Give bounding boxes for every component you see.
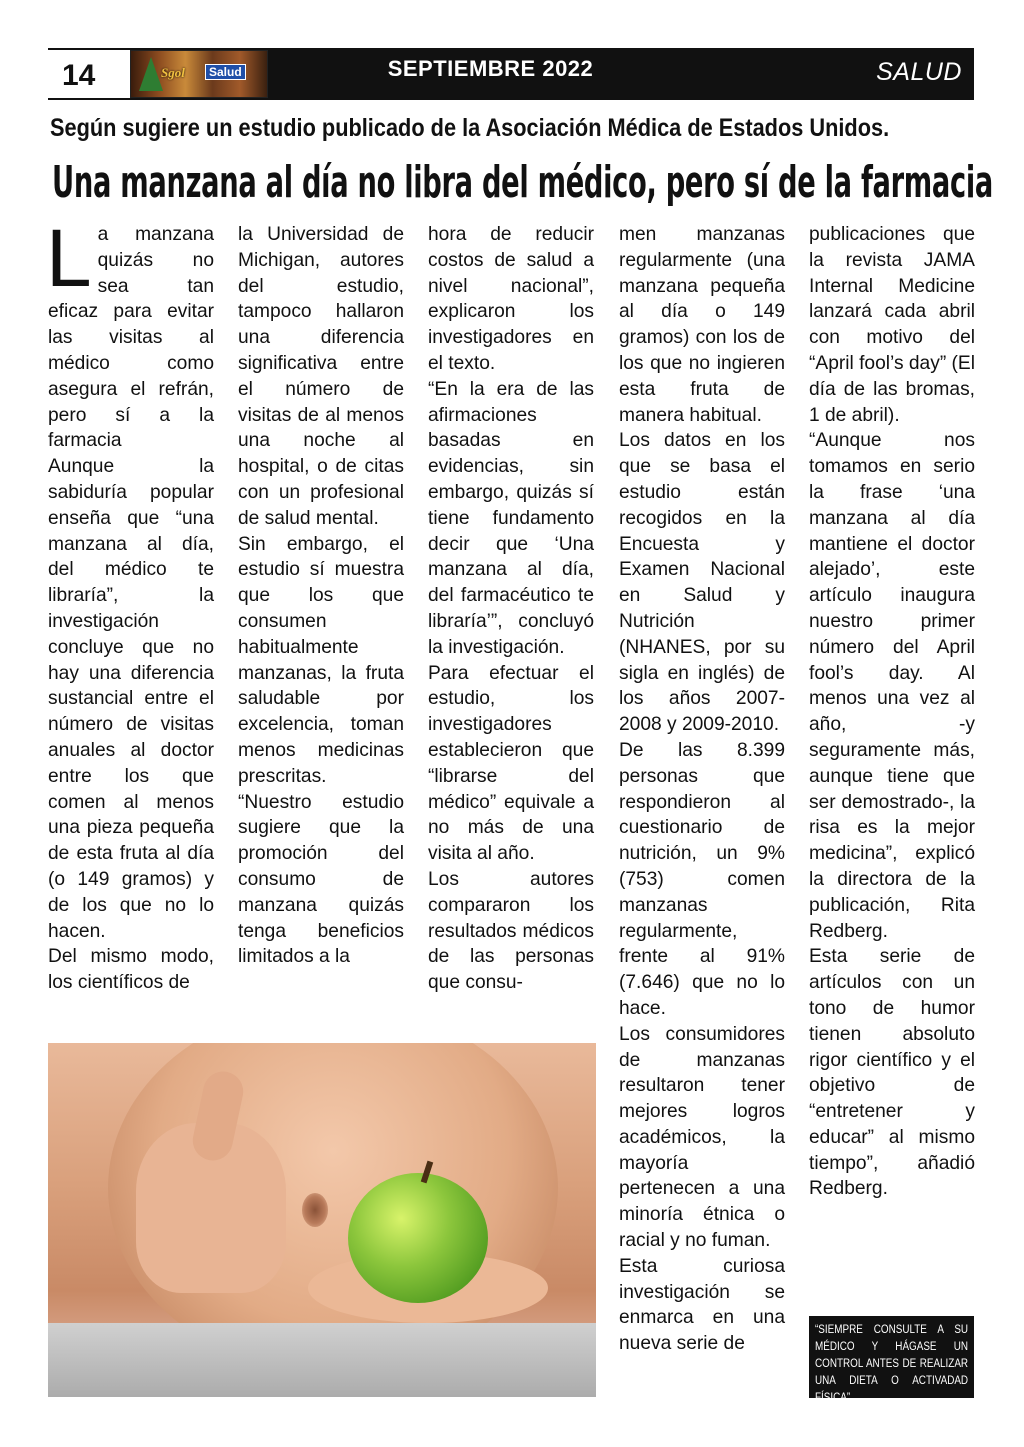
article-column-1 — [46, 213, 214, 996]
header-bottom-rule — [48, 98, 974, 100]
paragraph: la Universidad de Michigan, autores del estudio, tampoco hallaron una diferencia significativa entre el número de visitas de al menos una noche al hospital, o de citas con un profesional de salud mental. — [238, 224, 404, 529]
logo-text-sgol: Sgol — [161, 65, 185, 80]
article-photo — [48, 1043, 596, 1397]
callout-text: “SIEMPRE CONSULTE A SU MÉDICO Y HÁGASE UN CONTROL ANTES DE REALIZAR UNA DIETA O ACTIVADAD FÍSICA” — [815, 1324, 969, 1404]
paragraph: Aunque la sabiduría popular enseña que “una manzana al día, del médico te libraría”, la investigación concluye que no hay una diferencia sustancial entre el número de visitas anuales al doctor entre los que comen al menos una pieza pequeña de esta fruta al día (o 149 gramos) y de los que no lo hacen. — [48, 456, 214, 942]
navel-shape — [302, 1193, 328, 1227]
article-column-4 — [619, 222, 785, 1357]
paragraph: hora de reducir costos de salud a nivel nacional”, explicaron los investigadores en el texto. — [428, 224, 594, 374]
paragraph: Esta curiosa investigación se enmarca en una nueva serie de — [619, 1255, 785, 1355]
paragraph: “En la era de las afirmaciones basadas en evidencias, sin embargo, quizás sí tiene fundamento decir que ‘Una manzana al día, del farmacéutico te libraría’”, concluyó la investigación. — [428, 378, 594, 658]
article-column-3 — [428, 222, 594, 996]
logo-text-salud: Salud — [205, 64, 246, 80]
article-column-2 — [238, 222, 404, 970]
paragraph-text: a manzana quizás no sea tan eficaz para evitar las visitas al médico como asegura el refrán, pero sí a la farmacia — [48, 224, 214, 452]
paragraph: Del mismo modo, los científicos de — [48, 946, 214, 994]
publication-logo — [130, 50, 268, 98]
paragraph: Sin embargo, el estudio sí muestra que los que consumen habitualmente manzanas, la fruta saludable por excelencia, toman menos medicinas prescritas. — [238, 533, 404, 787]
paragraph: “Nuestro estudio sugiere que la promoción del consumo de manzana quizás tenga beneficios limitados a la — [238, 791, 404, 968]
tree-icon — [139, 57, 163, 91]
drop-cap: L — [46, 213, 92, 304]
paragraph: men manzanas regularmente (una manzana pequeña al día o 149 gramos) con los de los que no ingieren esta fruta de manera habitual. — [619, 224, 785, 426]
paragraph: Los datos en los que se basa el estudio están recogidos en la Encuesta y Examen Nacional en Salud y Nutrición (NHANES, por su sigla en inglés) de los años 2007-2008 y 2009-2010. — [619, 430, 785, 736]
paragraph: publicaciones que la revista JAMA Internal Medicine lanzará cada abril con motivo del “April fool’s day” (El día de las bromas, 1 de abril). — [809, 224, 975, 426]
green-apple-icon — [348, 1173, 488, 1303]
page-number: 14 — [62, 59, 96, 92]
paragraph: De las 8.399 personas que respondieron al cuestionario de nutrición, un 9% (753) comen manzanas regularmente, frente al 91% (7.646) que no lo hace. — [619, 739, 785, 1019]
header-bar — [268, 50, 974, 98]
issue-date: SEPTIEMBRE 2022 — [387, 56, 594, 81]
article-headline — [52, 152, 993, 216]
article-kicker: Según sugiere un estudio publicado de la Asociación Médica de Estados Unidos. — [50, 114, 890, 142]
paragraph — [46, 213, 214, 454]
section-name: SALUD — [876, 58, 962, 86]
waistband-shape — [48, 1323, 596, 1397]
paragraph: Los autores compararon los resultados médicos de las personas que consu- — [428, 868, 594, 994]
paragraph: Para efectuar el estudio, los investigadores establecieron que “librarse del médico” equivale a no más de una visita al año. — [428, 662, 594, 865]
paragraph: Los consumidores de manzanas resultaron tener mejores logros académicos, la mayoría pertenecen a una minoría étnica o racial y no fuman. — [619, 1023, 785, 1252]
paragraph: “Aunque nos tomamos en serio la frase ‘una manzana al día mantiene el doctor alejado’, este artículo inaugura nuestro primer número del April fool’s day. Al menos una vez al año, -y seguramente más, aunque tiene que ser demostrado-, la risa es la mejor medicina”, explicó la directora de la publicación, Rita Redberg. — [809, 430, 975, 942]
paragraph: Esta serie de artículos con un tono de humor tienen absoluto rigor científico y el objetivo de “entretener y educar” al mismo tiempo”, añadió Redberg. — [809, 946, 975, 1200]
headline-text: Una manzana al día no libra del médico, pero sí de la farmacia — [52, 157, 993, 208]
article-column-5 — [809, 222, 975, 1202]
advice-callout — [809, 1316, 974, 1404]
